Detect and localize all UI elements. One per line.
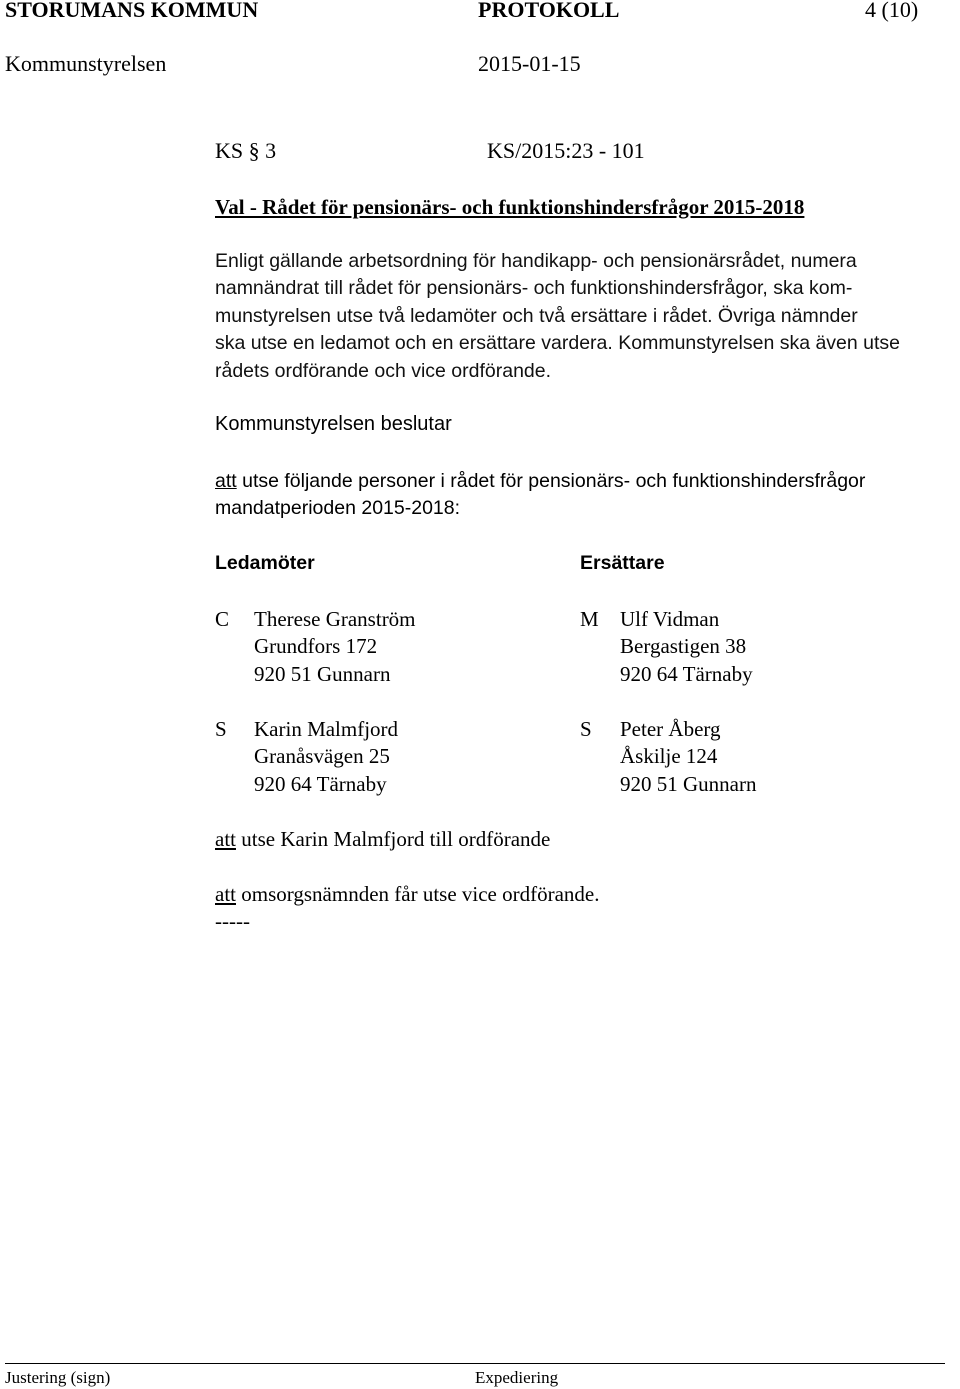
- substitute-postal: 920 64 Tärnaby: [620, 661, 753, 686]
- footer-expediering: Expediering: [475, 1368, 559, 1387]
- att-keyword: att: [215, 827, 236, 851]
- decision-vice-chair-text: omsorgsnämnden får utse vice ordförande.: [236, 882, 600, 906]
- member-street: Granåsvägen 25: [254, 744, 390, 769]
- att-keyword: att: [215, 882, 236, 906]
- committee-name: Kommunstyrelsen: [5, 51, 167, 76]
- substitute-address-block: [620, 716, 756, 798]
- member-party: C: [215, 607, 230, 631]
- intro-line: namnändrat till rådet för pensionärs- och funktionshindersfrågor, ska kom-: [215, 277, 853, 300]
- substitute-party: S: [580, 717, 592, 741]
- decision-chair: [215, 826, 550, 853]
- member-name: Karin Malmfjord: [254, 717, 399, 741]
- footer-justering: Justering (sign): [5, 1368, 111, 1387]
- intro-line: ska utse en ledamot och en ersättare vardera. Kommunstyrelsen ska även utse: [215, 332, 901, 355]
- substitute-party: M: [580, 607, 599, 631]
- substitute-street: Bergastigen 38: [620, 634, 747, 659]
- substitute-name: Peter Åberg: [620, 717, 721, 741]
- organization-name: STORUMANS KOMMUN: [5, 0, 259, 22]
- member-address-block: [254, 716, 398, 798]
- intro-line: Enligt gällande arbetsordning för handikapp- och pensionärsrådet, numera: [215, 250, 857, 272]
- footer-divider: [5, 1363, 945, 1364]
- substitute-street: Åskilje 124: [620, 744, 718, 769]
- member-street: Grundfors 172: [254, 634, 378, 659]
- substitute-address-block: [620, 606, 753, 688]
- member-postal: 920 51 Gunnarn: [254, 661, 391, 686]
- intro-paragraph: [215, 248, 945, 385]
- item-title: Val - Rådet för pensionärs- och funktionshindersfrågor 2015-2018: [215, 195, 805, 219]
- member-postal: 920 64 Tärnaby: [254, 771, 387, 796]
- intro-line: rådets ordförande och vice ordförande.: [215, 359, 552, 382]
- ersattare-heading: Ersättare: [580, 552, 665, 574]
- substitute-postal: 920 51 Gunnarn: [620, 771, 757, 796]
- meeting-date: 2015-01-15: [478, 51, 581, 76]
- decision-paragraph: [215, 468, 945, 523]
- member-name: Therese Granström: [254, 607, 416, 631]
- document-type: PROTOKOLL: [478, 0, 620, 22]
- item-reference: KS/2015:23 - 101: [487, 138, 645, 163]
- decision-chair-text: utse Karin Malmfjord till ordförande: [236, 827, 551, 851]
- decision-heading: Kommunstyrelsen beslutar: [215, 413, 452, 435]
- decision-line-2: mandatperioden 2015-2018:: [215, 497, 461, 520]
- member-address-block: [254, 606, 416, 688]
- att-keyword: att: [215, 470, 237, 492]
- decision-vice-chair: [215, 881, 600, 908]
- member-party: S: [215, 717, 227, 741]
- decision-line-1: [215, 468, 945, 495]
- page-number: 4 (10): [865, 0, 919, 22]
- item-number: KS § 3: [215, 138, 277, 163]
- intro-line: munstyrelsen utse två ledamöter och två ersättare i rådet. Övriga nämnder: [215, 304, 858, 327]
- substitute-name: Ulf Vidman: [620, 607, 720, 631]
- decision-line-1-text: utse följande personer i rådet för pensionärs- och funktionshindersfrågor: [236, 470, 866, 492]
- ledamoter-heading: Ledamöter: [215, 552, 315, 574]
- end-mark: -----: [215, 909, 250, 933]
